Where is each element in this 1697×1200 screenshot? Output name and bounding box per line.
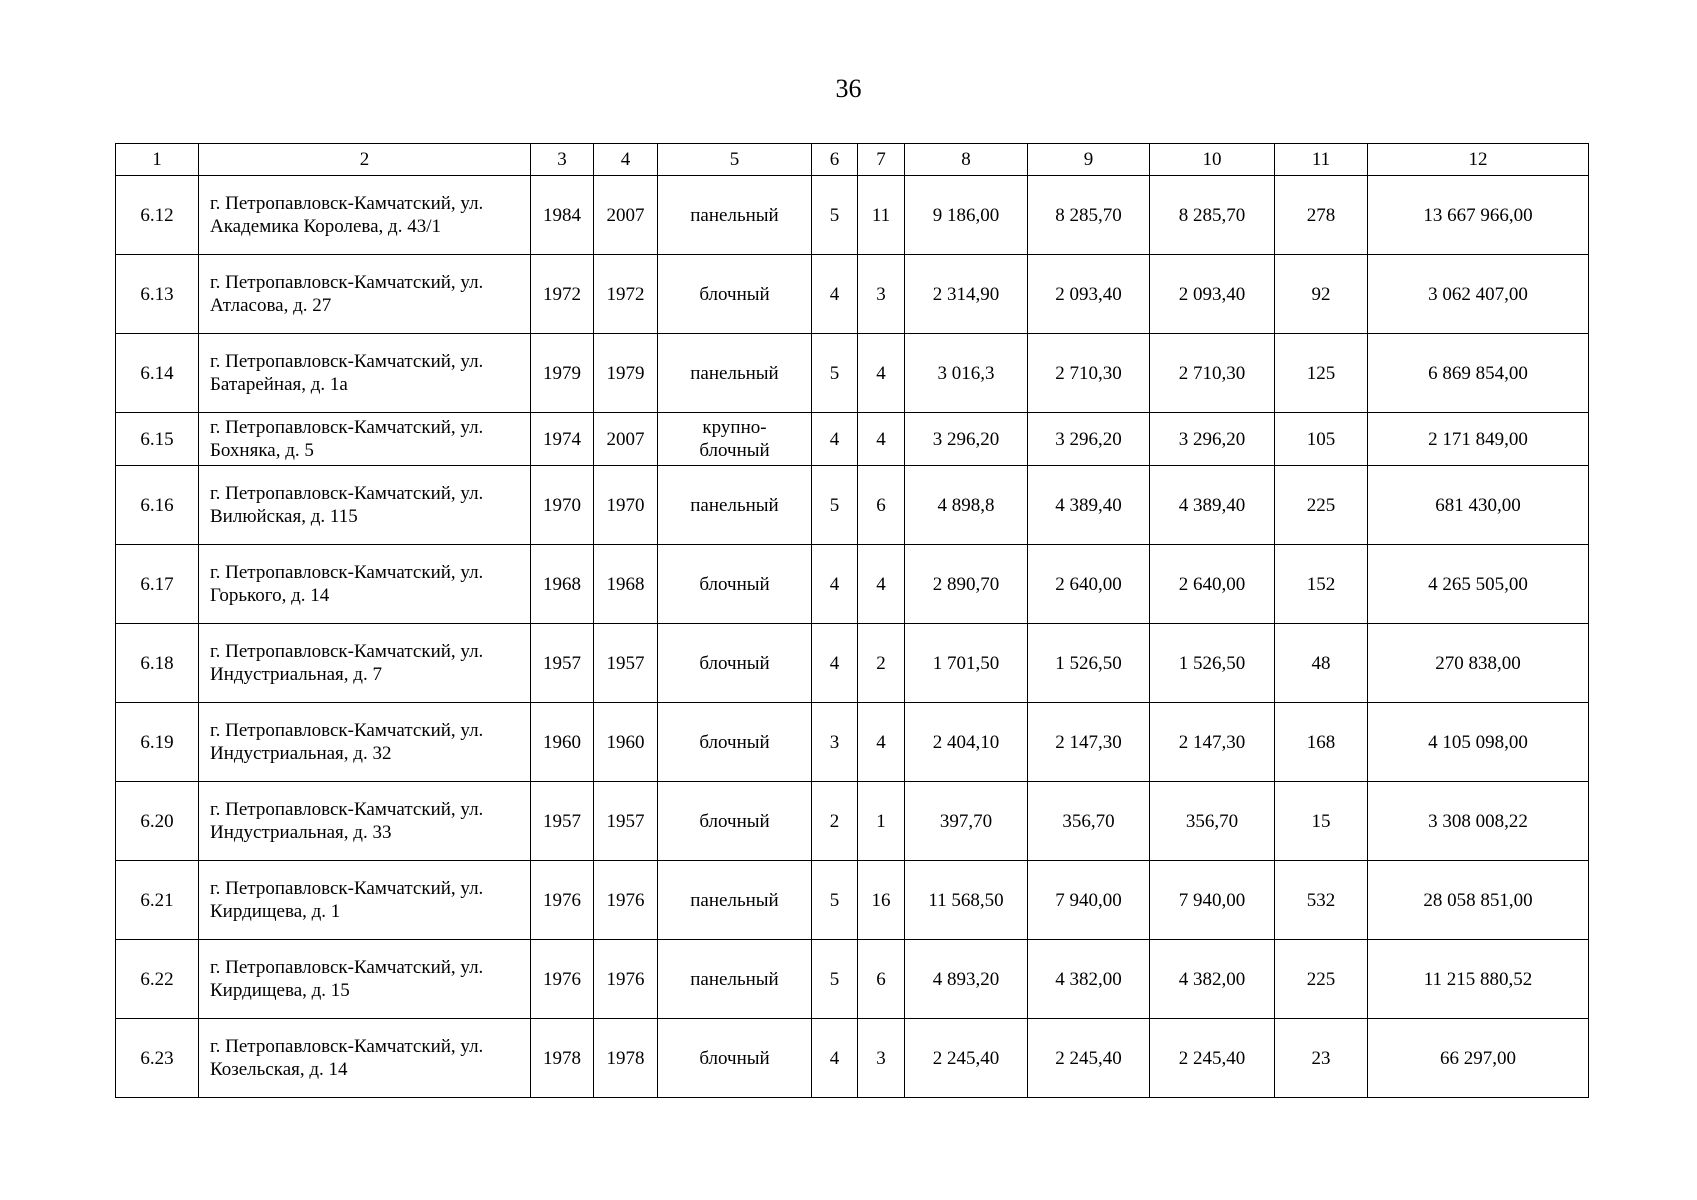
address-cell: [199, 861, 531, 940]
column-header-1: 1: [116, 144, 199, 176]
col6-cell: 4: [812, 255, 858, 334]
col10-cell: 4 382,00: [1150, 940, 1275, 1019]
col4-cell: 1976: [594, 940, 658, 1019]
table-row: [116, 466, 1589, 545]
col3-cell: 1974: [531, 413, 594, 466]
address-line-2: Козельская, д. 14: [210, 1059, 348, 1080]
col12-cell: 3 062 407,00: [1368, 255, 1589, 334]
col9-cell: 356,70: [1028, 782, 1150, 861]
col9-cell: 2 640,00: [1028, 545, 1150, 624]
col9-cell: 2 710,30: [1028, 334, 1150, 413]
address-line-1: г. Петропавловск-Камчатский, ул.: [210, 483, 484, 504]
address-line-2: Кирдищева, д. 1: [210, 901, 341, 922]
col11-cell: 532: [1275, 861, 1368, 940]
address-cell: [199, 176, 531, 255]
table-row: [116, 782, 1589, 861]
col10-cell: 4 389,40: [1150, 466, 1275, 545]
col4-cell: 1957: [594, 782, 658, 861]
col12-cell: 28 058 851,00: [1368, 861, 1589, 940]
column-header-8: 8: [905, 144, 1028, 176]
address-line-1: г. Петропавловск-Камчатский, ул.: [210, 417, 484, 438]
material-line-1: блочный: [699, 283, 770, 305]
col3-cell: 1978: [531, 1019, 594, 1098]
col7-cell: 4: [858, 703, 905, 782]
col9-cell: 2 093,40: [1028, 255, 1150, 334]
address-line-2: Кирдищева, д. 15: [210, 980, 350, 1001]
address-line-1: г. Петропавловск-Камчатский, ул.: [210, 641, 484, 662]
col8-cell: 4 893,20: [905, 940, 1028, 1019]
col11-cell: 15: [1275, 782, 1368, 861]
col12-cell: 4 265 505,00: [1368, 545, 1589, 624]
col9-cell: 1 526,50: [1028, 624, 1150, 703]
address-line-2: Индустриальная, д. 32: [210, 743, 392, 764]
material-line-1: блочный: [699, 731, 770, 753]
address-line-1: г. Петропавловск-Камчатский, ул.: [210, 351, 484, 372]
col6-cell: 5: [812, 861, 858, 940]
col11-cell: 48: [1275, 624, 1368, 703]
row-number-cell: 6.21: [116, 861, 199, 940]
col6-cell: 4: [812, 1019, 858, 1098]
material-cell: [658, 466, 812, 545]
col10-cell: 3 296,20: [1150, 413, 1275, 466]
material-line-1: крупно-: [702, 417, 767, 438]
address-line-1: г. Петропавловск-Камчатский, ул.: [210, 1036, 484, 1057]
col8-cell: 2 314,90: [905, 255, 1028, 334]
col6-cell: 2: [812, 782, 858, 861]
address-cell: [199, 703, 531, 782]
col12-cell: 13 667 966,00: [1368, 176, 1589, 255]
table-row: [116, 176, 1589, 255]
col8-cell: 3 016,3: [905, 334, 1028, 413]
col7-cell: 2: [858, 624, 905, 703]
col10-cell: 2 093,40: [1150, 255, 1275, 334]
col3-cell: 1970: [531, 466, 594, 545]
address-line-1: г. Петропавловск-Камчатский, ул.: [210, 562, 484, 583]
col8-cell: 9 186,00: [905, 176, 1028, 255]
col8-cell: 1 701,50: [905, 624, 1028, 703]
material-cell: [658, 703, 812, 782]
col4-cell: 1979: [594, 334, 658, 413]
column-header-11: 11: [1275, 144, 1368, 176]
col8-cell: 2 404,10: [905, 703, 1028, 782]
material-cell: [658, 334, 812, 413]
col12-cell: 6 869 854,00: [1368, 334, 1589, 413]
col7-cell: 4: [858, 545, 905, 624]
col10-cell: 7 940,00: [1150, 861, 1275, 940]
address-line-2: Горького, д. 14: [210, 585, 330, 606]
col11-cell: 168: [1275, 703, 1368, 782]
col11-cell: 225: [1275, 940, 1368, 1019]
address-line-2: Атласова, д. 27: [210, 295, 332, 316]
col7-cell: 4: [858, 413, 905, 466]
col10-cell: 8 285,70: [1150, 176, 1275, 255]
col6-cell: 5: [812, 940, 858, 1019]
col6-cell: 5: [812, 466, 858, 545]
col8-cell: 397,70: [905, 782, 1028, 861]
col9-cell: 4 389,40: [1028, 466, 1150, 545]
material-line-1: блочный: [699, 1047, 770, 1069]
material-cell: [658, 1019, 812, 1098]
row-number-cell: 6.14: [116, 334, 199, 413]
address-line-2: Батарейная, д. 1а: [210, 374, 348, 395]
col6-cell: 4: [812, 545, 858, 624]
table-row: [116, 334, 1589, 413]
col11-cell: 278: [1275, 176, 1368, 255]
col4-cell: 1970: [594, 466, 658, 545]
address-line-1: г. Петропавловск-Камчатский, ул.: [210, 799, 484, 820]
column-header-4: 4: [594, 144, 658, 176]
material-line-1: блочный: [699, 810, 770, 832]
col8-cell: 3 296,20: [905, 413, 1028, 466]
address-cell: [199, 413, 531, 466]
address-line-1: г. Петропавловск-Камчатский, ул.: [210, 193, 484, 214]
address-cell: [199, 940, 531, 1019]
address-cell: [199, 255, 531, 334]
address-line-2: Академика Королева, д. 43/1: [210, 216, 442, 237]
col7-cell: 16: [858, 861, 905, 940]
col8-cell: 4 898,8: [905, 466, 1028, 545]
col12-cell: 4 105 098,00: [1368, 703, 1589, 782]
col4-cell: 1960: [594, 703, 658, 782]
col10-cell: 2 245,40: [1150, 1019, 1275, 1098]
col3-cell: 1972: [531, 255, 594, 334]
col12-cell: 2 171 849,00: [1368, 413, 1589, 466]
address-cell: [199, 624, 531, 703]
table-row: [116, 545, 1589, 624]
col6-cell: 4: [812, 413, 858, 466]
address-line-1: г. Петропавловск-Камчатский, ул.: [210, 878, 484, 899]
row-number-cell: 6.12: [116, 176, 199, 255]
address-cell: [199, 782, 531, 861]
col3-cell: 1976: [531, 940, 594, 1019]
row-number-cell: 6.22: [116, 940, 199, 1019]
col12-cell: 3 308 008,22: [1368, 782, 1589, 861]
column-header-9: 9: [1028, 144, 1150, 176]
column-header-3: 3: [531, 144, 594, 176]
col12-cell: 66 297,00: [1368, 1019, 1589, 1098]
col4-cell: 1972: [594, 255, 658, 334]
col3-cell: 1968: [531, 545, 594, 624]
column-header-5: 5: [658, 144, 812, 176]
col10-cell: 2 710,30: [1150, 334, 1275, 413]
column-header-2: 2: [199, 144, 531, 176]
col10-cell: 2 640,00: [1150, 545, 1275, 624]
table-body: [116, 176, 1589, 1098]
col11-cell: 225: [1275, 466, 1368, 545]
material-cell: [658, 413, 812, 466]
table-row: [116, 413, 1589, 466]
col3-cell: 1976: [531, 861, 594, 940]
column-header-12: 12: [1368, 144, 1589, 176]
col3-cell: 1957: [531, 624, 594, 703]
col12-cell: 11 215 880,52: [1368, 940, 1589, 1019]
material-line-1: панельный: [690, 204, 779, 226]
row-number-cell: 6.13: [116, 255, 199, 334]
column-header-7: 7: [858, 144, 905, 176]
col9-cell: 4 382,00: [1028, 940, 1150, 1019]
material-line-1: панельный: [690, 968, 779, 990]
row-number-cell: 6.16: [116, 466, 199, 545]
material-line-1: панельный: [690, 494, 779, 516]
col4-cell: 2007: [594, 413, 658, 466]
row-number-cell: 6.17: [116, 545, 199, 624]
col10-cell: 356,70: [1150, 782, 1275, 861]
address-cell: [199, 334, 531, 413]
column-number-row: [116, 144, 1589, 176]
address-line-1: г. Петропавловск-Камчатский, ул.: [210, 272, 484, 293]
address-line-2: Индустриальная, д. 7: [210, 664, 382, 685]
row-number-cell: 6.18: [116, 624, 199, 703]
col7-cell: 1: [858, 782, 905, 861]
material-line-1: панельный: [690, 889, 779, 911]
row-number-cell: 6.23: [116, 1019, 199, 1098]
table-row: [116, 1019, 1589, 1098]
col9-cell: 7 940,00: [1028, 861, 1150, 940]
col11-cell: 105: [1275, 413, 1368, 466]
material-line-1: блочный: [699, 652, 770, 674]
col3-cell: 1957: [531, 782, 594, 861]
table-row: [116, 703, 1589, 782]
row-number-cell: 6.15: [116, 413, 199, 466]
material-line-1: панельный: [690, 362, 779, 384]
col9-cell: 8 285,70: [1028, 176, 1150, 255]
col7-cell: 3: [858, 255, 905, 334]
table-row: [116, 255, 1589, 334]
col9-cell: 2 245,40: [1028, 1019, 1150, 1098]
col6-cell: 4: [812, 624, 858, 703]
col8-cell: 11 568,50: [905, 861, 1028, 940]
col7-cell: 11: [858, 176, 905, 255]
material-cell: [658, 545, 812, 624]
col4-cell: 1976: [594, 861, 658, 940]
col8-cell: 2 890,70: [905, 545, 1028, 624]
column-header-6: 6: [812, 144, 858, 176]
col4-cell: 1957: [594, 624, 658, 703]
col6-cell: 5: [812, 334, 858, 413]
address-line-2: Вилюйская, д. 115: [210, 506, 358, 527]
table-row: [116, 861, 1589, 940]
col12-cell: 270 838,00: [1368, 624, 1589, 703]
address-cell: [199, 1019, 531, 1098]
col4-cell: 1968: [594, 545, 658, 624]
housing-registry-table: [115, 143, 1589, 1098]
address-line-1: г. Петропавловск-Камчатский, ул.: [210, 720, 484, 741]
col12-cell: 681 430,00: [1368, 466, 1589, 545]
col7-cell: 6: [858, 940, 905, 1019]
address-line-2: Индустриальная, д. 33: [210, 822, 392, 843]
col11-cell: 23: [1275, 1019, 1368, 1098]
col4-cell: 2007: [594, 176, 658, 255]
address-line-2: Бохняка, д. 5: [210, 440, 314, 461]
material-line-2: блочный: [699, 440, 770, 461]
col11-cell: 125: [1275, 334, 1368, 413]
col10-cell: 1 526,50: [1150, 624, 1275, 703]
col11-cell: 152: [1275, 545, 1368, 624]
address-cell: [199, 466, 531, 545]
col9-cell: 3 296,20: [1028, 413, 1150, 466]
material-cell: [658, 624, 812, 703]
material-cell: [658, 782, 812, 861]
material-line-1: блочный: [699, 573, 770, 595]
col3-cell: 1960: [531, 703, 594, 782]
address-line-1: г. Петропавловск-Камчатский, ул.: [210, 957, 484, 978]
column-header-10: 10: [1150, 144, 1275, 176]
row-number-cell: 6.20: [116, 782, 199, 861]
col9-cell: 2 147,30: [1028, 703, 1150, 782]
col3-cell: 1984: [531, 176, 594, 255]
col3-cell: 1979: [531, 334, 594, 413]
col10-cell: 2 147,30: [1150, 703, 1275, 782]
row-number-cell: 6.19: [116, 703, 199, 782]
material-cell: [658, 176, 812, 255]
table-row: [116, 624, 1589, 703]
col8-cell: 2 245,40: [905, 1019, 1028, 1098]
material-cell: [658, 940, 812, 1019]
material-cell: [658, 255, 812, 334]
col7-cell: 4: [858, 334, 905, 413]
address-cell: [199, 545, 531, 624]
page-number: 36: [835, 74, 862, 103]
col4-cell: 1978: [594, 1019, 658, 1098]
col7-cell: 6: [858, 466, 905, 545]
col11-cell: 92: [1275, 255, 1368, 334]
col7-cell: 3: [858, 1019, 905, 1098]
table-row: [116, 940, 1589, 1019]
table-header: [116, 144, 1589, 176]
col6-cell: 3: [812, 703, 858, 782]
col6-cell: 5: [812, 176, 858, 255]
material-cell: [658, 861, 812, 940]
